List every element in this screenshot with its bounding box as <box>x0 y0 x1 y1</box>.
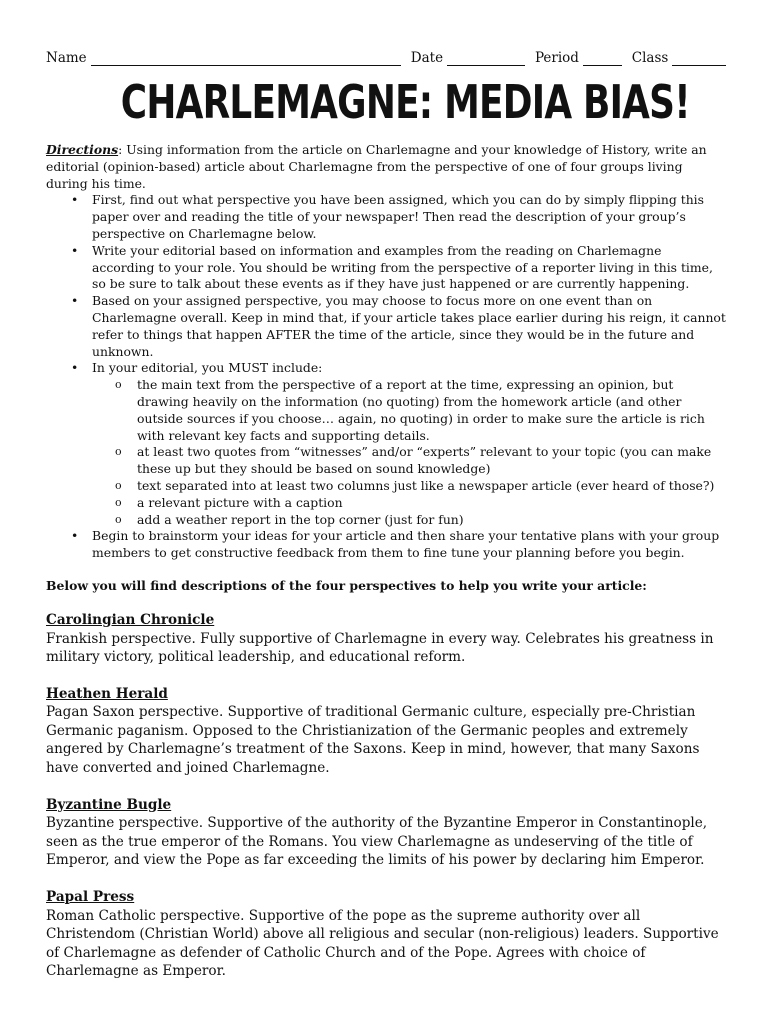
requirements-list <box>92 377 726 528</box>
name-blank[interactable] <box>91 51 401 66</box>
directions-section <box>46 142 726 562</box>
period-label: Period <box>534 50 579 66</box>
perspective-title: Heathen Herald <box>46 685 168 702</box>
requirement-item: o a relevant picture with a caption <box>137 495 726 512</box>
directions-list <box>46 192 726 562</box>
list-item: • First, find out what perspective you have been assigned, which you can do by simply flipping this paper over and reading the title of your newspaper! Then read the description of your group’s perspective on Charlemagne below. <box>92 192 726 242</box>
list-item: • Write your editorial based on information and examples from the reading on Charlemagne according to your role. You should be writing from the perspective of a reporter living in this time, so be sure to talk about these events as if they have just happened or are currently happening. <box>92 243 726 293</box>
perspective-papal-press <box>46 888 726 981</box>
directions-text: : Using information from the article on Charlemagne and your knowledge of History, write an editorial (opinion-based) article about Charlemagne from the perspective of one of four groups living during his time. <box>46 142 707 191</box>
perspective-byzantine-bugle <box>46 796 726 870</box>
perspective-title: Carolingian Chronicle <box>46 611 215 628</box>
list-item: • Based on your assigned perspective, you may choose to focus more on one event than on Charlemagne overall. Keep in mind that, if your article takes place earlier during his reign, it cannot refer to things that happen AFTER the time of the article, since they would be in the future and unknown. <box>92 293 726 360</box>
requirement-item: o add a weather report in the top corner (just for fun) <box>137 512 726 529</box>
name-label: Name <box>46 50 87 66</box>
requirement-item: o text separated into at least two columns just like a newspaper article (ever heard of those?) <box>137 478 726 495</box>
date-label: Date <box>410 50 444 66</box>
class-blank[interactable] <box>672 51 726 66</box>
perspective-description: Frankish perspective. Fully supportive of Charlemagne in every way. Celebrates his greatness in military victory, political leadership, and educational reform. <box>46 630 714 666</box>
perspectives-intro: Below you will find descriptions of the four perspectives to help you write your article: <box>46 577 647 593</box>
class-label: Class <box>631 50 669 66</box>
perspective-title: Papal Press <box>46 889 135 906</box>
directions-paragraph <box>46 142 726 192</box>
perspective-description: Roman Catholic perspective. Supportive of the pope as the supreme authority over all Christendom (Christian World) above all religious and secular (non-religious) leaders. Supportive of Charlemagne as defender of Catholic Church and of the Pope. Agrees with choice of Charlemagne as Emperor. <box>46 907 719 980</box>
student-info-line <box>46 46 726 66</box>
perspective-description: Pagan Saxon perspective. Supportive of traditional Germanic culture, especially pre-Christian Germanic paganism. Opposed to the Christianization of the Germanic peoples and extremely angered by Charlemagne’s treatment of the Saxons. Keep in mind, however, that many Saxons have converted and joined Charlemagne. <box>46 704 700 777</box>
worksheet-page <box>46 46 726 981</box>
perspective-description: Byzantine perspective. Supportive of the authority of the Byzantine Emperor in Constantinople, seen as the true emperor of the Romans. You view Charlemagne as undeserving of the title of Emperor, and view the Pope as far exceeding the limits of his power by declaring him Emperor. <box>46 815 708 869</box>
list-item: • Begin to brainstorm your ideas for your article and then share your tentative plans with your group members to get constructive feedback from them to fine tune your planning before you begin. <box>92 528 726 562</box>
perspective-title: Byzantine Bugle <box>46 796 172 813</box>
date-blank[interactable] <box>447 51 525 66</box>
directions-label: Directions <box>46 142 119 157</box>
perspective-carolingian-chronicle <box>46 611 726 667</box>
list-item-must-include <box>92 360 726 528</box>
requirement-item: o at least two quotes from “witnesses” and/or “experts” relevant to your topic (you can make these up but they should be based on sound knowledge) <box>137 444 726 478</box>
must-include-label: In your editorial, you MUST include: <box>92 360 323 376</box>
period-blank[interactable] <box>583 51 622 66</box>
requirement-item: o the main text from the perspective of a report at the time, expressing an opinion, but drawing heavily on the information (no quoting) from the homework article (and other outside sources if you choose… again, no quoting) in order to make sure the article is rich with relevant key facts and supporting details. <box>137 377 726 444</box>
page-title: CHARLEMAGNE: MEDIA BIAS! <box>120 75 690 129</box>
perspective-heathen-herald <box>46 685 726 778</box>
